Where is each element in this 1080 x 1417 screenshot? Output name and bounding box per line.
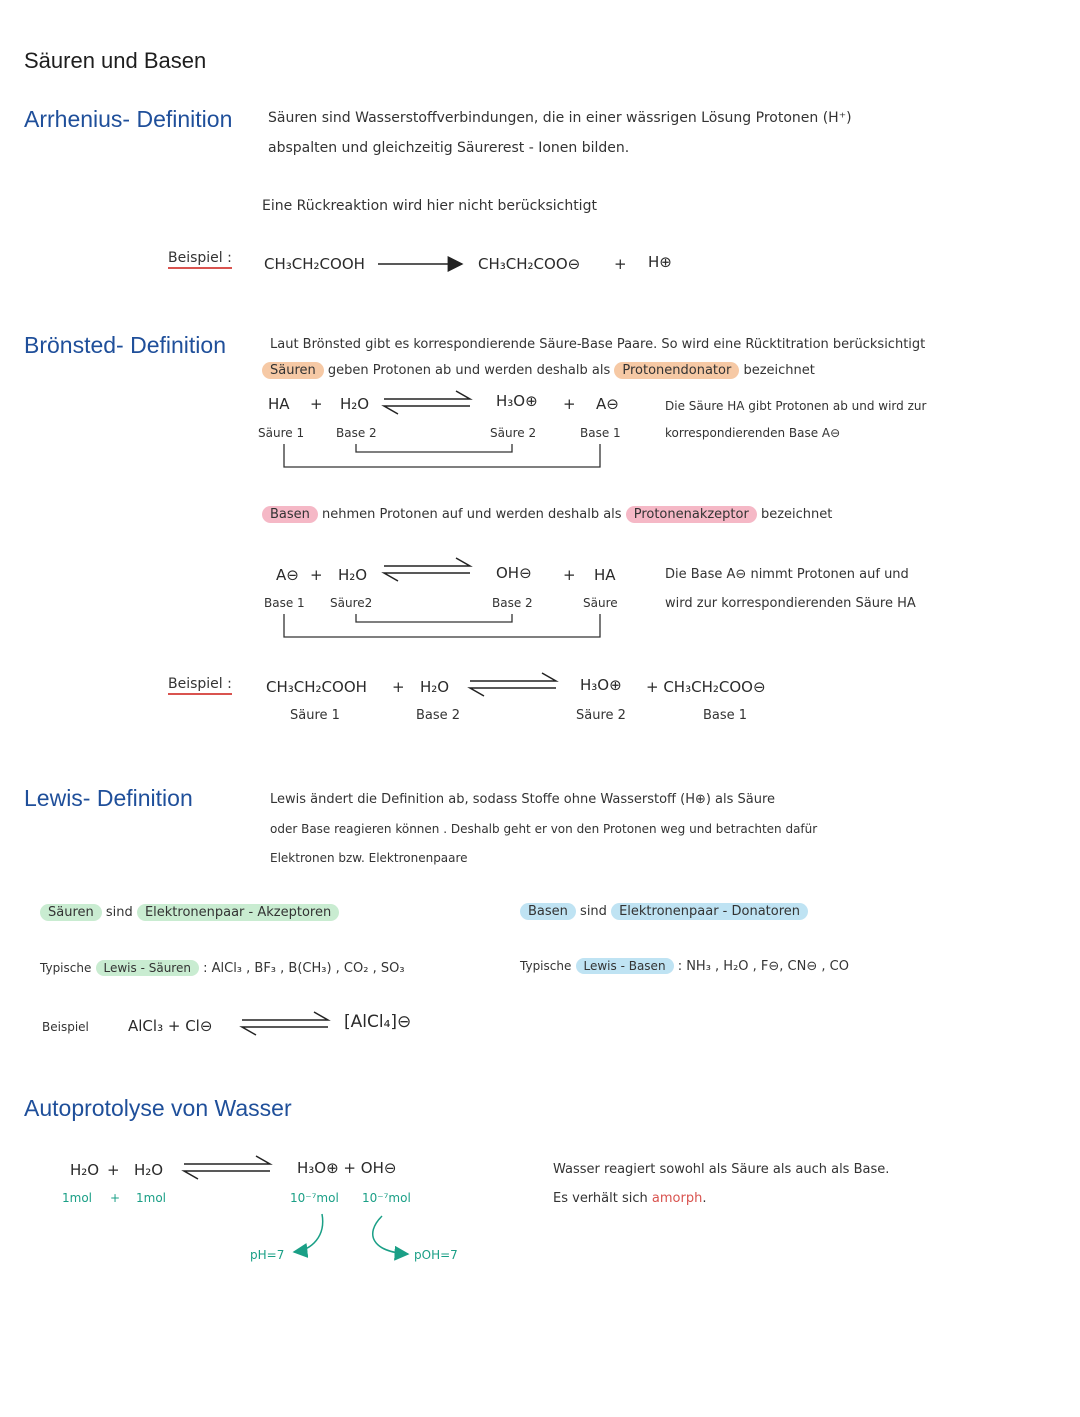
eq2-label-acid2: Säure2 [330, 596, 373, 610]
bronsted-example-label: Beispiel : [168, 676, 232, 695]
bronsted-ex-reactant2: H₂O [420, 678, 450, 696]
eq2-note2: wird zur korrespondierenden Säure HA [665, 596, 916, 611]
auto-text2-prefix: Es verhält sich [553, 1191, 648, 1206]
arrhenius-product2: H⊕ [648, 253, 672, 271]
eq2-label-base2: Base 2 [492, 596, 533, 610]
typical-bases-prefix: Typische [520, 959, 572, 973]
eq1-pair-brackets [284, 444, 600, 467]
typical-bases-list: : NH₃ , H₂O , F⊖, CN⊖ , CO [677, 959, 849, 974]
arrhenius-text-line1: Säuren sind Wasserstoffverbindungen, die in einer wässrigen Lösung Protonen (H⁺) [268, 110, 852, 126]
auto-products: H₃O⊕ + OH⊖ [297, 1159, 397, 1177]
eq2-reactant1: A⊖ [276, 566, 299, 584]
lewis-ex-reactants: AlCl₃ + Cl⊖ [128, 1017, 213, 1035]
auto-amount-r2: 1mol [136, 1191, 166, 1205]
arrhenius-example-label: Beispiel : [168, 250, 232, 269]
eq1-label-base1: Base 1 [580, 426, 621, 440]
bases-text: nehmen Protonen auf und werden deshalb als [322, 507, 622, 522]
eq1-product2: A⊖ [596, 395, 619, 413]
auto-text1: Wasser reagiert sowohl als Säure als auch als Base. [553, 1162, 890, 1177]
eq1-reactant1: HA [268, 395, 290, 413]
lewis-heading: Lewis- Definition [24, 785, 193, 811]
lewis-ex-equilibrium-arrow [242, 1012, 328, 1035]
eq2-pair-brackets [284, 614, 600, 637]
eq2-label-base1: Base 1 [264, 596, 305, 610]
typical-acids-prefix: Typische [40, 961, 92, 975]
lewis-text-line2: oder Base reagieren können . Deshalb geht er von den Protonen weg und betrachten dafür [270, 822, 818, 836]
lewis-ex-product: [AlCl₄]⊖ [344, 1012, 412, 1032]
electron-pair-acceptor-highlight: Elektronenpaar - Akzeptoren [137, 904, 339, 921]
auto-amount-p1: 10⁻⁷mol [290, 1191, 339, 1205]
lewis-bases-mid: sind [580, 904, 607, 919]
eq1-product1: H₃O⊕ [496, 392, 538, 410]
bronsted-intro: Laut Brönsted gibt es korrespondierende Säure-Base Paare. So wird eine Rücktitration berücksichtigt [270, 337, 926, 352]
electron-pair-donor-highlight: Elektronenpaar - Donatoren [611, 903, 808, 920]
auto-plus: + [107, 1161, 120, 1179]
typical-acids-highlight: Lewis - Säuren [96, 960, 199, 976]
donor-suffix: bezeichnet [743, 363, 815, 378]
eq1-plus2: + [563, 395, 576, 413]
lewis-acids-mid: sind [105, 905, 133, 920]
auto-amount-p2: 10⁻⁷mol [362, 1191, 411, 1205]
bronsted-ex-plus: + [392, 678, 405, 696]
typical-bases-highlight: Lewis - Basen [576, 958, 674, 974]
auto-amount-r1: 1mol [62, 1191, 92, 1205]
eq1-label-base2: Base 2 [336, 426, 377, 440]
lewis-acids-highlight: Säuren [40, 904, 102, 921]
arrhenius-plus: + [614, 255, 627, 273]
ph-arrow [294, 1214, 323, 1252]
auto-reactant2: H₂O [134, 1161, 164, 1179]
eq1-label-acid2: Säure 2 [490, 426, 537, 440]
eq1-plus1: + [310, 395, 323, 413]
lewis-text-line3: Elektronen bzw. Elektronenpaare [270, 851, 468, 865]
auto-text2-amorph: amorph [651, 1191, 703, 1206]
bronsted-ex-label-base1: Base 1 [703, 708, 748, 723]
eq2-plus2: + [563, 566, 576, 584]
autoprotolyse-heading: Autoprotolyse von Wasser [24, 1095, 292, 1121]
lewis-example-label: Beispiel [42, 1020, 89, 1034]
lewis-text-line1: Lewis ändert die Definition ab, sodass Stoffe ohne Wasserstoff (H⊕) als Säure [270, 792, 776, 807]
eq2-product1: OH⊖ [496, 564, 532, 582]
bronsted-ex-label-base2: Base 2 [416, 708, 461, 723]
arrhenius-note: Eine Rückreaktion wird hier nicht berücksichtigt [262, 198, 597, 214]
eq1-reactant2: H₂O [340, 395, 370, 413]
auto-text2-suffix: . [702, 1191, 707, 1206]
eq2-product2: HA [594, 566, 616, 584]
bronsted-ex-product1: H₃O⊕ [580, 676, 622, 694]
bronsted-ex-product2: + CH₃CH₂COO⊖ [646, 678, 766, 696]
bronsted-ex-equilibrium-arrow [470, 673, 556, 696]
acids-text: geben Protonen ab und werden deshalb als [327, 363, 611, 378]
arrhenius-heading: Arrhenius- Definition [24, 106, 233, 132]
eq2-label-acid: Säure [583, 596, 618, 610]
auto-reactant1: H₂O [70, 1161, 100, 1179]
page-title: Säuren und Basen [24, 48, 207, 73]
poh-arrow [373, 1216, 408, 1254]
bases-highlight: Basen [262, 506, 318, 523]
auto-amount-plus: + [110, 1191, 121, 1205]
eq1-equilibrium-arrow [384, 391, 470, 414]
eq2-reactant2: H₂O [338, 566, 368, 584]
typical-acids-list: : AlCl₃ , BF₃ , B(CH₃) , CO₂ , SO₃ [203, 961, 405, 976]
eq1-note2: korrespondierenden Base A⊖ [665, 426, 841, 440]
bronsted-ex-label-acid1: Säure 1 [290, 708, 340, 723]
bronsted-ex-reactant1: CH₃CH₂COOH [266, 678, 367, 696]
acids-highlight: Säuren [262, 362, 324, 379]
bronsted-ex-label-acid2: Säure 2 [576, 708, 626, 723]
arrhenius-text-line2: abspalten und gleichzeitig Säurerest - Ionen bilden. [268, 140, 630, 156]
acceptor-suffix: bezeichnet [760, 507, 833, 522]
proton-acceptor-highlight: Protonenakzeptor [626, 506, 757, 523]
poh-value: pOH=7 [414, 1248, 458, 1262]
arrhenius-reactant: CH₃CH₂COOH [264, 255, 365, 273]
eq2-note1: Die Base A⊖ nimmt Protonen auf und [665, 567, 909, 582]
eq1-label-acid1: Säure 1 [258, 426, 305, 440]
auto-equilibrium-arrow [184, 1156, 270, 1179]
proton-donor-highlight: Protonendonator [614, 362, 739, 379]
arrhenius-product1: CH₃CH₂COO⊖ [478, 255, 581, 273]
eq1-note1: Die Säure HA gibt Protonen ab und wird zur [665, 399, 927, 413]
eq2-plus1: + [310, 566, 323, 584]
eq2-equilibrium-arrow [384, 558, 470, 581]
lewis-bases-highlight: Basen [520, 903, 576, 920]
bronsted-heading: Brönsted- Definition [24, 332, 226, 358]
ph-value: pH=7 [250, 1248, 285, 1262]
